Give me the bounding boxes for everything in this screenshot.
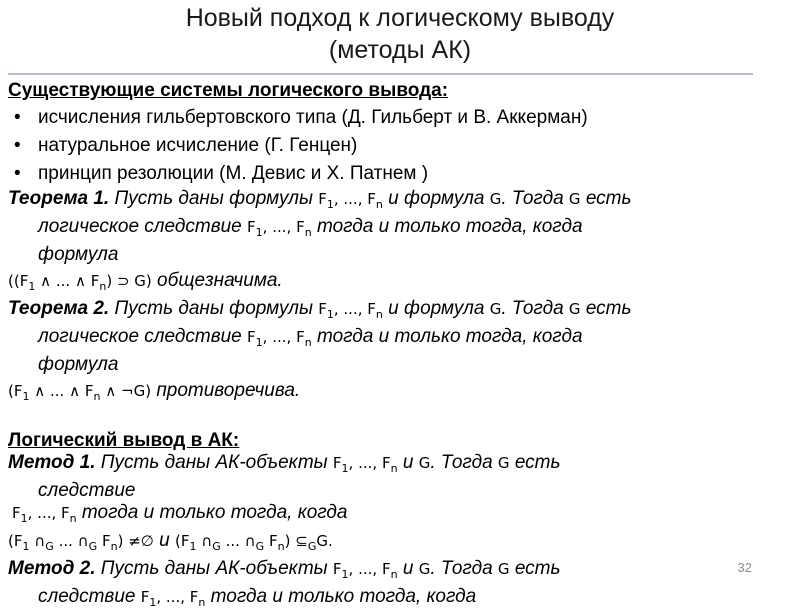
slide-number: 32: [737, 560, 752, 575]
slide-content: [8, 80, 790, 614]
list-item: • исчисления гильбертовского типа (Д. Гильберт и В. Аккерман): [8, 104, 790, 132]
slide-title: [0, 2, 800, 66]
method-1: Метод 1. Пусть даны АК-объекты $F_1$, ..., $F_n$ и G. Тогда G есть следствие $F_1$, ..., $F_n$ тогда и только тогда, когда ($F_1$ $\cap_G$ ... $\cap_G$ $F_n$) ≠∅ и ($F_1$ $\cap_G$ ... $\cap_G$ $F_n$) $⊆_GG$.: [8, 452, 790, 558]
method-2-label: Метод 2.: [8, 558, 96, 579]
method-2: Метод 2. Пусть даны АК-объекты $F_1$, ..., $F_n$ и G. Тогда G есть следствие $F_1$, ..., $F_n$ тогда и только тогда, когда: [8, 558, 561, 609]
method-1-label: Метод 1.: [8, 452, 96, 473]
theorem-2-label: Теорема 2.: [8, 298, 110, 319]
method-1-formula: ($F_1$ $\cap_G$ ... $\cap_G$ $F_n$) ≠∅ и ($F_1$ $\cap_G$ ... $\cap_G$ $F_n$) $⊆_GG$.: [8, 530, 333, 553]
slide-title-line1: Новый подход к логическому выводу: [185, 4, 615, 32]
theorem-2-formula: ($F_1$ ∧ ... ∧ $F_n$ ∧ ¬G) противоречива.: [8, 380, 301, 403]
theorem-1: Теорема 1. Пусть даны формулы $F_1$, ..., $F_n$ и формула G. Тогда G есть логическое следствие $F_1$, ..., $F_n$ тогда и только тогда, когда формула (($F_1$ ∧ ... ∧ $F_n$) ⊃ G) общезначима.: [8, 188, 790, 298]
section-heading-inference-in-ak: Логический вывод в АК:: [8, 430, 240, 451]
list-item: • натуральное исчисление (Г. Генцен): [8, 132, 790, 160]
title-divider: [8, 73, 753, 75]
slide-title-line2: (методы АК): [328, 36, 472, 64]
systems-list: [8, 104, 790, 188]
theorem-1-formula: (($F_1$ ∧ ... ∧ $F_n$) ⊃ G) общезначима.: [8, 270, 283, 293]
theorem-2: Теорема 2. Пусть даны формулы $F_1$, ..., $F_n$ и формула G. Тогда G есть логическое следствие $F_1$, ..., $F_n$ тогда и только тогда, когда формула ($F_1$ ∧ ... ∧ $F_n$ ∧ ¬G) противоречива.: [8, 298, 790, 408]
list-item: • принцип резолюции (М. Девис и Х. Патнем ): [8, 160, 790, 188]
theorem-1-label: Теорема 1.: [8, 188, 110, 209]
section-heading-existing-systems: Существующие системы логического вывода:: [8, 80, 449, 101]
